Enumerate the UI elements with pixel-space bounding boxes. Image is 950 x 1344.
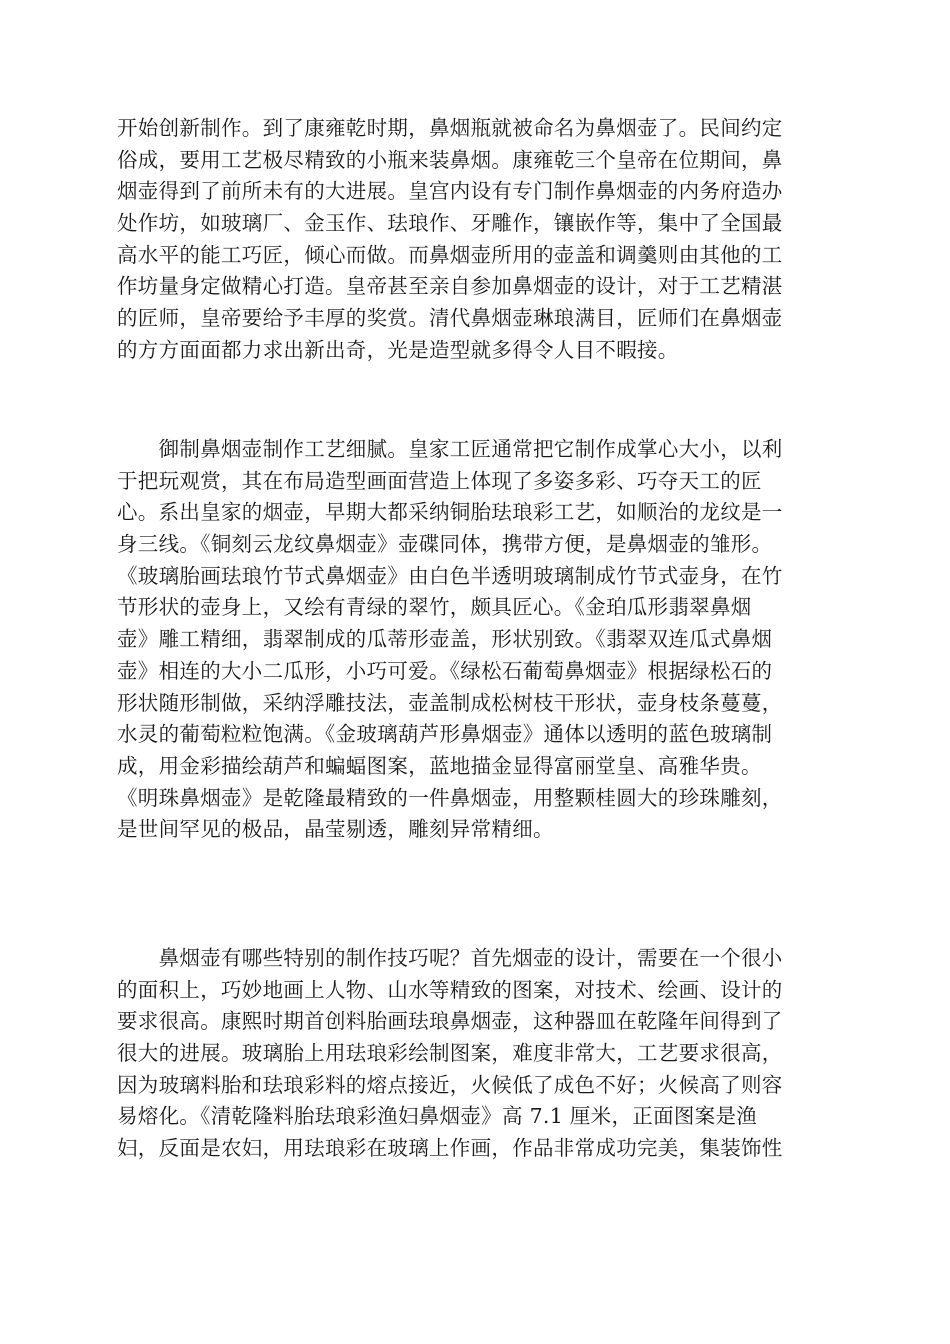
text-line: 水灵的葡萄粒粒饱满。《金玻璃葫芦形鼻烟壶》通体以透明的蓝色玻璃制 xyxy=(117,722,773,747)
text-line: 是世间罕见的极品，晶莹剔透，雕刻异常精细。 xyxy=(117,817,554,842)
text-line: 妇，反面是农妇，用珐琅彩在玻璃上作画，作品非常成功完美，集装饰性 xyxy=(117,1136,783,1161)
text-line: 的匠师，皇帝要给予丰厚的奖赏。清代鼻烟壶琳琅满目，匠师们在鼻烟壶 xyxy=(117,306,783,331)
text-line: 要求很高。康熙时期首创料胎画珐琅鼻烟壶，这种器皿在乾隆年间得到了 xyxy=(117,1009,783,1034)
text-line: 因为玻璃料胎和珐琅彩料的熔点接近，火候低了成色不好；火候高了则容 xyxy=(117,1072,783,1097)
text-line: 俗成，要用工艺极尽精致的小瓶来装鼻烟。康雍乾三个皇帝在位期间，鼻 xyxy=(117,147,783,172)
text-line: 作坊量身定做精心打造。皇帝甚至亲自参加鼻烟壶的设计，对于工艺精湛 xyxy=(117,274,783,299)
text-line: 壶》雕工精细，翡翠制成的瓜蒂形壶盖，形状别致。《翡翠双连瓜式鼻烟 xyxy=(117,627,773,652)
text-line: 鼻烟壶有哪些特别的制作技巧呢？首先烟壶的设计，需要在一个很小 xyxy=(117,946,783,970)
text-line: 高水平的能工巧匠，倾心而做。而鼻烟壶所用的壶盖和调羹则由其他的工 xyxy=(117,242,783,267)
text-line: 《玻璃胎画珐琅竹节式鼻烟壶》由白色半透明玻璃制成竹节式壶身，在竹 xyxy=(117,563,783,588)
text-line: 处作坊，如玻璃厂、金玉作、珐琅作、牙雕作，镶嵌作等，集中了全国最 xyxy=(117,211,783,236)
text-line: 的方方面面都力求出新出奇，光是造型就多得令人目不暇接。 xyxy=(117,337,679,362)
text-line: 御制鼻烟壶制作工艺细腻。皇家工匠通常把它制作成掌心大小，以利 xyxy=(117,437,783,461)
text-line: 《明珠鼻烟壶》是乾隆最精致的一件鼻烟壶，用整颗桂圆大的珍珠雕刻， xyxy=(117,785,783,810)
paragraph-3 xyxy=(117,943,833,1165)
text-line: 易熔化。《清乾隆料胎珐琅彩渔妇鼻烟壶》高 7.1 厘米，正面图案是渔 xyxy=(117,1104,758,1129)
text-line: 开始创新制作。到了康雍乾时期，鼻烟瓶就被命名为鼻烟壶了。民间约定 xyxy=(117,116,783,140)
paragraph-2 xyxy=(117,434,833,846)
text-line: 心。系出皇家的烟壶，早期大都采纳铜胎珐琅彩工艺，如顺治的龙纹是一 xyxy=(117,500,783,525)
text-line: 身三线。《铜刻云龙纹鼻烟壶》壶碟同体，携带方便，是鼻烟壶的雏形。 xyxy=(117,532,773,557)
text-line: 节形状的壶身上，又绘有青绿的翠竹，颇具匠心。《金珀瓜形翡翠鼻烟 xyxy=(117,595,752,620)
text-line: 成，用金彩描绘葫芦和蝙蝠图案，蓝地描金显得富丽堂皇、高雅华贵。 xyxy=(117,753,762,778)
paragraph-1 xyxy=(117,113,833,367)
text-line: 壶》相连的大小二瓜形，小巧可爱。《绿松石葡萄鼻烟壶》根据绿松石的 xyxy=(117,658,773,683)
text-line: 于把玩观赏，其在布局造型画面营造上体现了多姿多彩、巧夺天工的匠 xyxy=(117,468,762,493)
text-line: 很大的进展。玻璃胎上用珐琅彩绘制图案，难度非常大，工艺要求很高， xyxy=(117,1041,783,1066)
text-line: 烟壶得到了前所未有的大进展。皇宫内设有专门制作鼻烟壶的内务府造办 xyxy=(117,179,783,204)
text-line: 形状随形制做，采纳浮雕技法，壶盖制成松树枝干形状，壶身枝条蔓蔓， xyxy=(117,690,783,715)
text-line: 的面积上，巧妙地画上人物、山水等精致的图案，对技术、绘画、设计的 xyxy=(117,977,783,1002)
